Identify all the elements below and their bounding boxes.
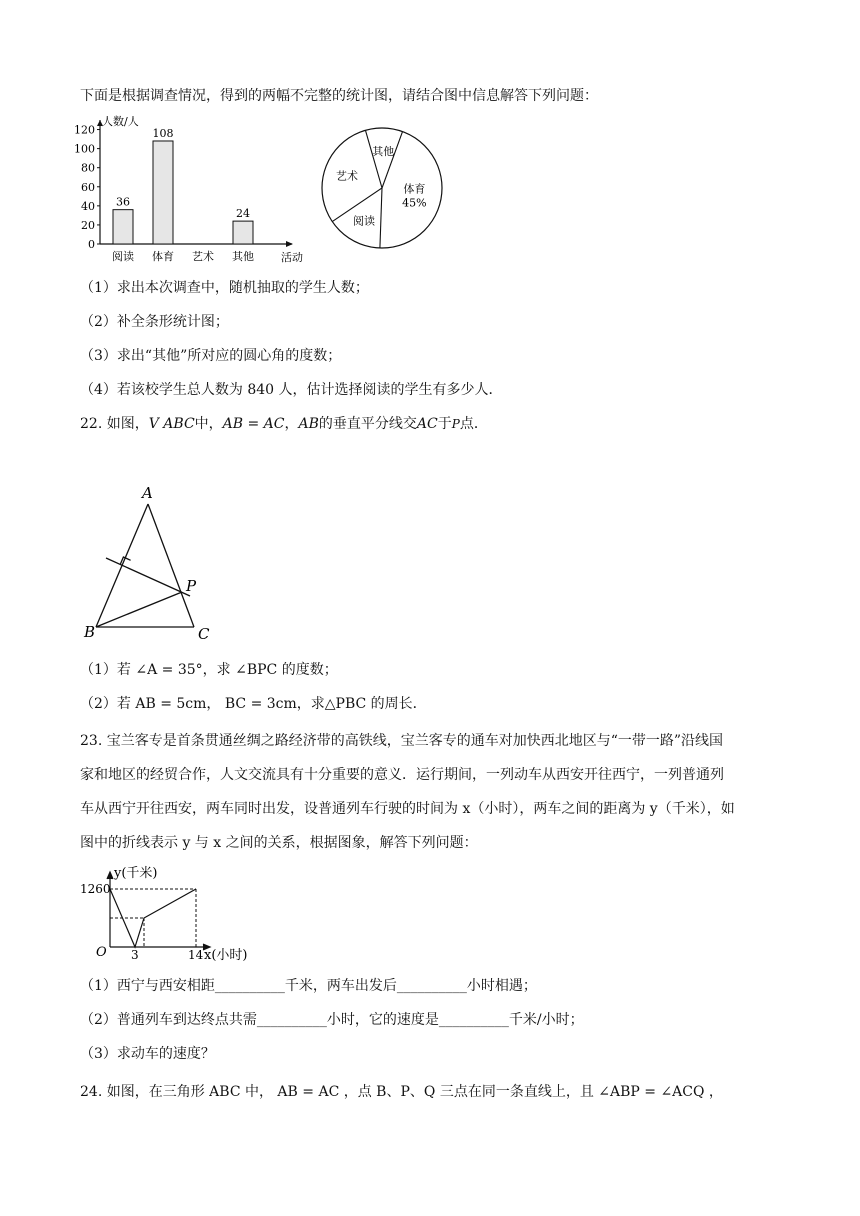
pie-slice-label: 艺术 [336, 169, 359, 183]
q24-statement: 24. 如图，在三角形 ABC 中， AB = AC ，点 B、P、Q 三点在同一条直线上，且 ∠ABP = ∠ACQ ， [80, 1084, 723, 1100]
pie-slice-percent: 45% [402, 196, 427, 210]
q23-sub1: （1）西宁与西安相距__________千米，两车出发后__________小时相遇； [80, 978, 537, 994]
triangle-diagram [78, 480, 228, 645]
bar-category-label: 其他 [232, 250, 254, 263]
bar-其他 [233, 221, 253, 244]
y-axis-arrow [107, 872, 113, 879]
bar-y-tick-label: 20 [81, 218, 95, 232]
q21-sub4: （4）若该校学生总人数为 840 人，估计选择阅读的学生有多少人． [80, 382, 503, 398]
bar-data-label: 108 [152, 126, 174, 140]
q23-line1: 23. 宝兰客专是首条贯通丝绸之路经济带的高铁线，宝兰客专的通车对加快西北地区与“一带一路”沿线国 [80, 733, 724, 749]
right-angle-mark [120, 557, 130, 564]
bar-chart [70, 112, 310, 268]
q22-sub1: （1）若 ∠A = 35°，求 ∠BPC 的度数； [80, 662, 338, 678]
bar-data-label: 36 [116, 195, 130, 209]
x-tick-14: 14 [188, 948, 204, 962]
pie-slice-label: 阅读 [352, 214, 375, 228]
pie-slice-label: 其他 [372, 144, 395, 158]
bar-data-label: 24 [236, 207, 250, 221]
bar-体育 [153, 141, 173, 244]
label-p: P [186, 577, 197, 595]
bar-category-label: 艺术 [192, 250, 214, 263]
q23-line2: 家和地区的经贸合作，人文交流具有十分重要的意义．运行期间，一列动车从西安开往西宁，一列普通列 [80, 767, 724, 783]
side-ac [148, 504, 194, 627]
origin-label: O [96, 945, 107, 960]
y-axis-label: y(千米) [114, 866, 158, 881]
q22-statement: 22. 如图，V ABC中，AB = AC，AB的垂直平分线交AC于P点． [80, 416, 488, 432]
q23-sub2: （2）普通列车到达终点共需__________小时，它的速度是__________千米/小时； [80, 1012, 584, 1028]
bar-y-tick-label: 80 [81, 161, 95, 175]
x-axis-label: x(小时) [204, 948, 248, 962]
bar-y-tick-label: 60 [81, 180, 95, 194]
perpendicular-bisector [106, 558, 190, 596]
distance-time-graph [80, 862, 290, 962]
q21-sub1: （1）求出本次调查中，随机抽取的学生人数； [80, 280, 369, 296]
bar-category-label: 体育 [152, 250, 174, 263]
label-a: A [142, 484, 153, 502]
bar-x-axis-arrow [286, 241, 293, 247]
q21-sub3: （3）求出“其他”所对应的圆心角的度数； [80, 348, 342, 364]
bar-y-tick-label: 120 [74, 123, 95, 137]
bar-y-axis-title: 人数/人 [102, 115, 139, 128]
x-tick-3: 3 [131, 948, 139, 962]
intro-text: 下面是根据调查情况，得到的两幅不完整的统计图，请结合图中信息解答下列问题： [80, 88, 598, 104]
q23-line4: 图中的折线表示 y 与 x 之间的关系，根据图象，解答下列问题： [80, 835, 478, 851]
bar-阅读 [113, 210, 133, 244]
q22-sub2: （2）若 AB = 5cm， BC = 3cm，求△PBC 的周长． [80, 696, 427, 712]
bar-x-axis-title: 活动 [281, 251, 303, 264]
bar-y-tick-label: 40 [81, 199, 95, 213]
pie-chart [318, 126, 448, 250]
pie-slice-label: 体育 [403, 182, 426, 196]
label-c: C [198, 625, 210, 643]
y-tick-1260: 1260 [80, 882, 111, 896]
q23-line3: 车从西宁开往西安，两车同时出发，设普通列车行驶的时间为 x（小时），两车之间的距离为 y（千米），如 [80, 801, 735, 817]
bar-category-label: 阅读 [112, 250, 134, 263]
q21-sub2: （2）补全条形统计图； [80, 314, 229, 330]
q23-sub3: （3）求动车的速度？ [80, 1046, 215, 1062]
bar-y-tick-label: 100 [74, 142, 95, 156]
label-b: B [84, 623, 96, 641]
bar-y-tick-label: 0 [88, 238, 95, 251]
